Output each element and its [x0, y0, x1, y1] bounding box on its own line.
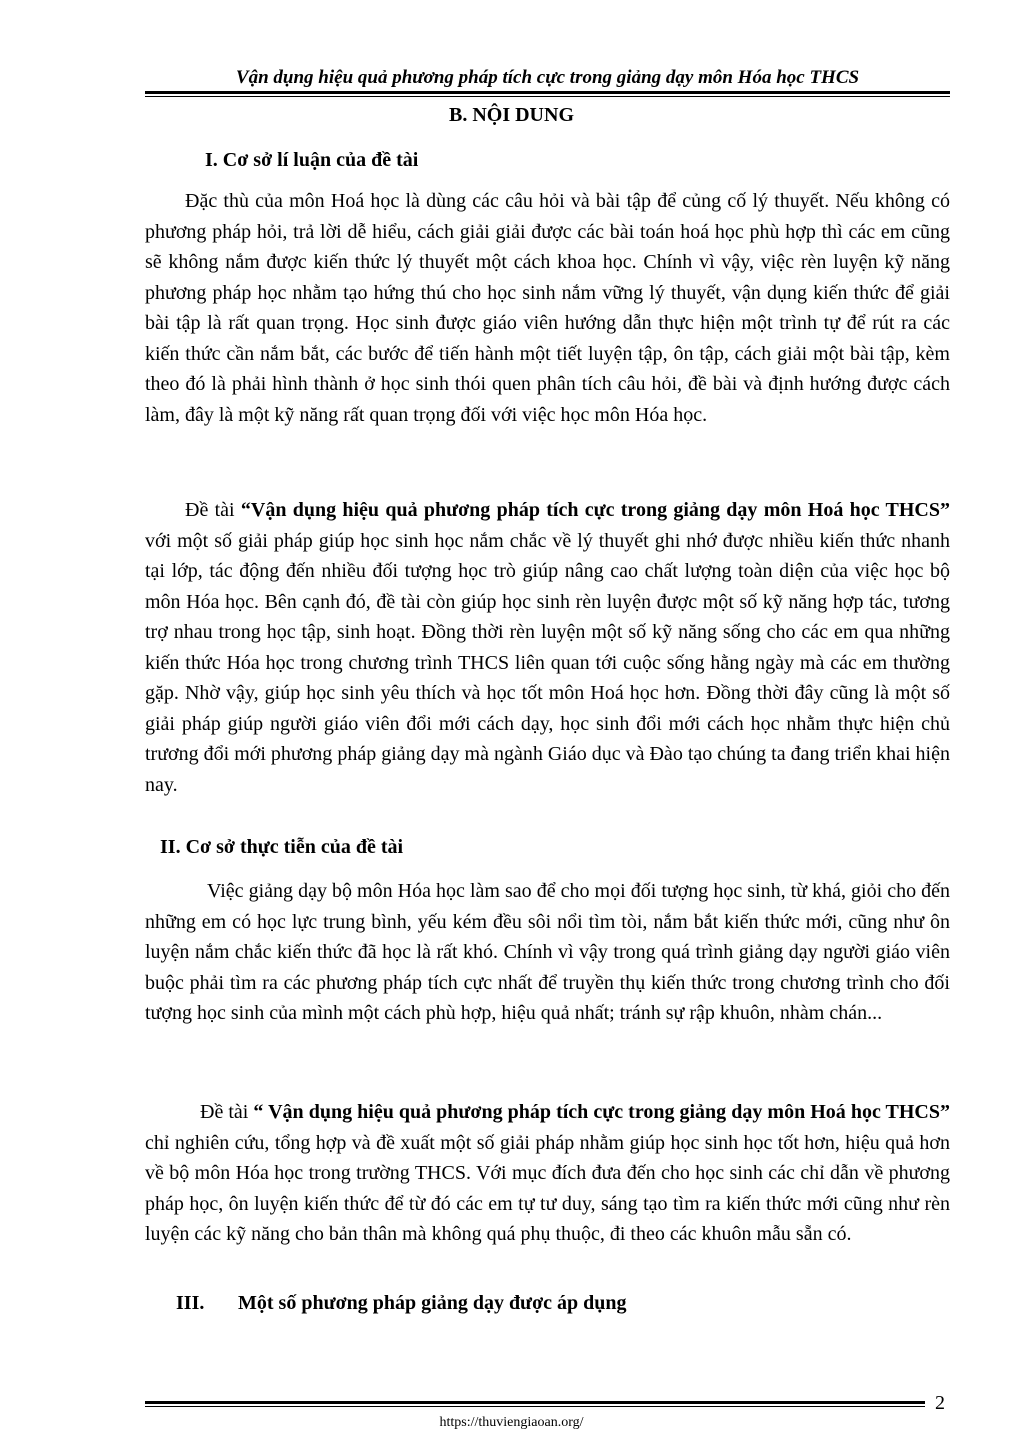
section-3-number: III. [176, 1292, 205, 1314]
topic-title-bold: “Vận dụng hiệu quả phương pháp tích cực trong giảng dạy môn Hoá học THCS” [240, 499, 950, 521]
section-1-paragraph-2 [145, 495, 950, 800]
section-b-title: B. NỘI DUNG [448, 104, 574, 126]
paragraph-lead: Đề tài [185, 499, 241, 521]
paragraph-body: chỉ nghiên cứu, tổng hợp và đề xuất một số giải pháp nhằm giúp học sinh học tốt hơn, hiệu quả hơn về bộ môn Hóa học trong trường THCS. Với mục đích đưa đến cho học sinh các chỉ dẫn về phương pháp học, ôn luyện kiến thức để từ đó các em tự tư duy, sáng tạo tìm ra kiến thức mới cũng như rèn luyện các kỹ năng cho bản thân mà không quá phụ thuộc, đi theo các khuôn mẫu sẵn có. [145, 1131, 950, 1245]
running-header: Vận dụng hiệu quả phương pháp tích cực trong giảng dạy môn Hóa học THCS [235, 67, 860, 88]
page-number: 2 [935, 1392, 945, 1414]
section-2-paragraph-2 [145, 1097, 950, 1250]
section-2-title: II. Cơ sở thực tiễn của đề tài [160, 836, 404, 858]
section-1-paragraph-1: Đặc thù của môn Hoá học là dùng các câu hỏi và bài tập để củng cố lý thuyết. Nếu không có phương pháp hỏi, trả lời dễ hiểu, cách giải giải được các bài toán hoá học phù hợp thì các em cũng sẽ không nắm được kiến thức lý thuyết một cách khoa học. Chính vì vậy, việc rèn luyện kỹ năng phương pháp học nhằm tạo hứng thú cho học sinh nắm vững lý thuyết, vận dụng kiến thức để giải bài tập là rất quan trọng. Học sinh được giáo viên hướng dẫn thực hiện một trình tự để rút ra các kiến thức cần nắm bắt, các bước để tiến hành một tiết luyện tập, ôn tập, cách giải một bài tập, kèm theo đó là phải hình thành ở học sinh thói quen phân tích câu hỏi, đề bài và định hướng được cách làm, đây là một kỹ năng rất quan trọng đối với việc học môn Hóa học. [145, 190, 950, 426]
paragraph-body: với một số giải pháp giúp học sinh học nắm chắc về lý thuyết ghi nhớ được nhiều kiến thức nhanh tại lớp, tác động đến nhiều đối tượng học trò giúp nâng cao chất lượng toàn diện của việc học bộ môn Hóa học. Bên cạnh đó, đề tài còn giúp học sinh rèn luyện được một số kỹ năng hợp tác, tương trợ nhau trong học tập, sinh hoạt. Đồng thời rèn luyện một số kỹ năng sống cho các em qua những kiến thức Hóa học trong chương trình THCS liên quan tới cuộc sống hằng ngày mà các em thường gặp. Nhờ vậy, giúp học sinh yêu thích và học tốt môn Hoá học hơn. Đồng thời đây cũng là một số giải pháp giúp người giáo viên đổi mới cách dạy, học sinh đổi mới cách học nhằm thực hiện chủ trương đổi mới phương pháp giảng dạy mà ngành Giáo dục và Đào tạo chúng ta đang triển khai hiện nay. [145, 529, 950, 796]
footer-url[interactable]: https://thuviengiaoan.org/ [439, 1415, 584, 1430]
section-3-heading [176, 1290, 627, 1316]
section-2-paragraph-1: Việc giảng dạy bộ môn Hóa học làm sao để cho mọi đối tượng học sinh, từ khá, giỏi cho đến những em có học lực trung bình, yếu kém đều sôi nổi tìm tòi, nắm bắt kiến thức mới, cũng như ôn luyện nắm chắc kiến thức đã học là rất khó. Chính vì vậy trong quá trình giảng dạy người giáo viên buộc phải tìm ra các phương pháp tích cực nhất để truyền thụ kiến thức trong chương trình cho đối tượng học sinh của mình một cách phù hợp, hiệu quả nhất; tránh sự rập khuôn, nhàm chán... [145, 880, 950, 1024]
footer-rule [145, 1401, 925, 1407]
header-rule [145, 91, 950, 97]
paragraph-lead: Đề tài [200, 1101, 254, 1123]
topic-title-bold: “ Vận dụng hiệu quả phương pháp tích cực trong giảng dạy môn Hoá học THCS” [253, 1101, 950, 1123]
section-1-title: I. Cơ sở lí luận của đề tài [205, 149, 419, 171]
section-3-title: Một số phương pháp giảng dạy được áp dụng [238, 1292, 627, 1314]
